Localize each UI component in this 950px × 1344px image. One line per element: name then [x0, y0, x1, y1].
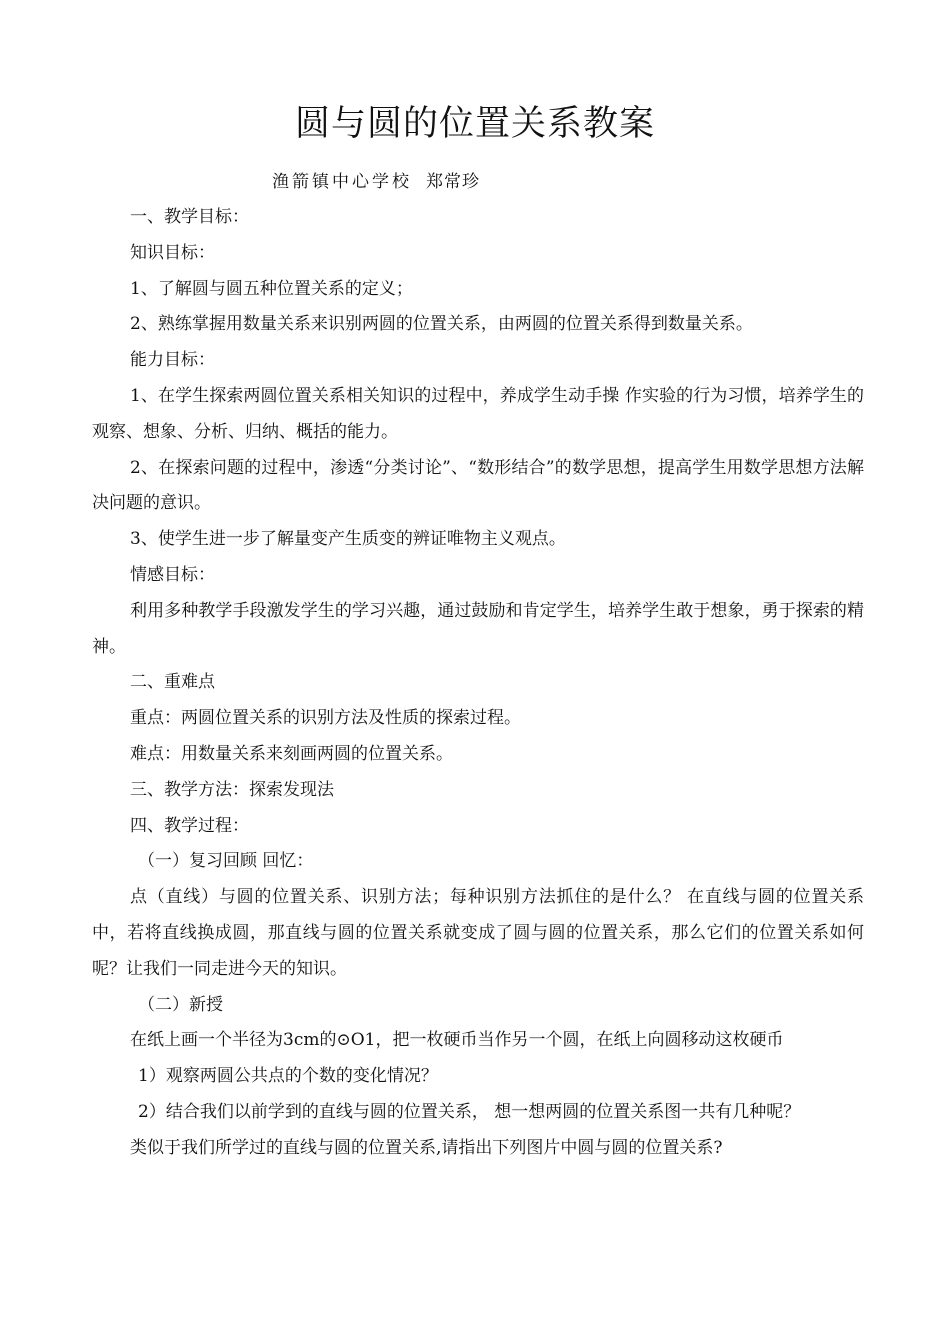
- subheading-emotion-goals: 情感目标：: [130, 564, 215, 585]
- question-2: 2）结合我们以前学到的直线与圆的位置关系， 想一想两圆的位置关系图一共有几种呢？: [138, 1101, 801, 1122]
- paragraph: 类似于我们所学过的直线与圆的位置关系,请指出下列图片中圆与圆的位置关系?: [130, 1137, 723, 1158]
- paragraph: 3、使学生进一步了解量变产生质变的辨证唯物主义观点。: [130, 529, 566, 550]
- paragraph: 在纸上画一个半径为3cm的⊙O1，把一枚硬币当作另一个圆，在纸上向圆移动这枚硬币: [130, 1030, 784, 1051]
- heading-teaching-method: 三、教学方法：探索发现法: [130, 779, 334, 800]
- heading-teaching-goals: 一、教学目标：: [130, 207, 249, 227]
- paragraph: 难点：用数量关系来刻画两圆的位置关系。: [130, 743, 453, 764]
- school-name: 渔箭镇中心学校: [272, 172, 412, 192]
- paragraph: 重点：两圆位置关系的识别方法及性质的探索过程。: [130, 708, 521, 729]
- subheading-knowledge-goals: 知识目标：: [130, 242, 215, 263]
- subheading-new-lesson: （二）新授: [138, 994, 223, 1015]
- heading-key-difficulties: 二、重难点: [130, 672, 215, 693]
- question-1: 1）观察两圆公共点的个数的变化情况？: [138, 1066, 438, 1087]
- document-title: 圆与圆的位置关系教案: [294, 104, 655, 144]
- paragraph: 1、了解圆与圆五种位置关系的定义；: [130, 278, 413, 299]
- paragraph: 2、在探索问题的过程中，渗透“分类讨论”、“数形结合”的数学思想，提高学生用数学思想方法解决问题的意识。: [92, 457, 864, 514]
- author-name: 郑常珍: [426, 172, 480, 192]
- paragraph: 1、在学生探索两圆位置关系相关知识的过程中，养成学生动手操 作实验的行为习惯，培养学生的观察、想象、分析、归纳、概括的能力。: [92, 385, 864, 442]
- paragraph: 2、熟练掌握用数量关系来识别两圆的位置关系，由两圆的位置关系得到数量关系。: [130, 314, 753, 335]
- paragraph: 利用多种教学手段激发学生的学习兴趣，通过鼓励和肯定学生，培养学生敢于想象，勇于探索的精神。: [92, 600, 864, 657]
- heading-teaching-process: 四、教学过程：: [130, 815, 249, 836]
- document-body: [92, 200, 864, 1167]
- subheading-review: （一）复习回顾 回忆：: [138, 851, 314, 872]
- subheading-ability-goals: 能力目标：: [130, 350, 215, 371]
- author-line: [272, 168, 480, 196]
- paragraph: 点（直线）与圆的位置关系、识别方法；每种识别方法抓住的是什么？ 在直线与圆的位置关系中，若将直线换成圆，那直线与圆的位置关系就变成了圆与圆的位置关系，那么它们的位置关系如何呢？让我们一同走进今天的知识。: [92, 887, 864, 979]
